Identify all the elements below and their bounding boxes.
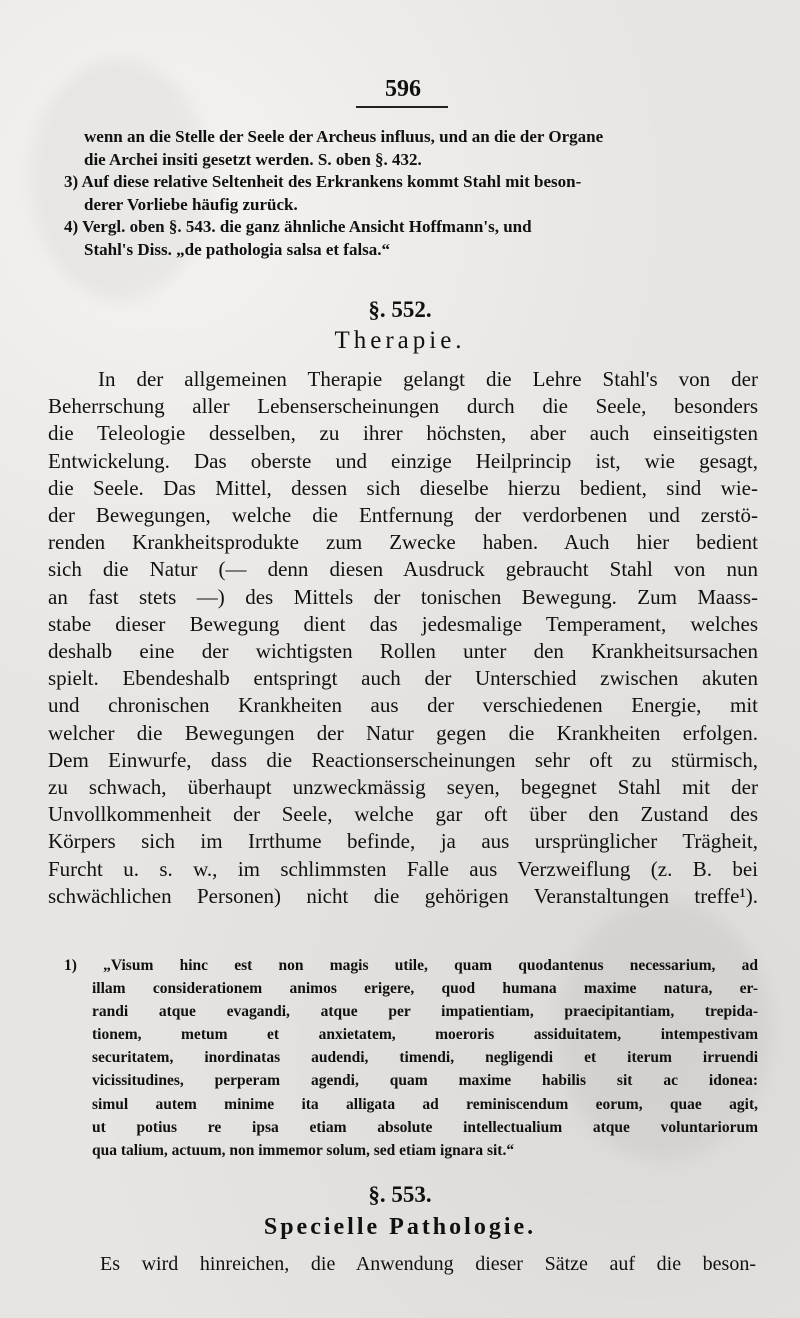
paragraph-line: Beherrschung aller Lebenserscheinungen durch die Seele, besonders — [48, 394, 758, 419]
paragraph-line: Furcht u. s. w., im schlimmsten Falle aus Verzweiflung (z. B. bei — [48, 856, 758, 881]
paragraph-line: Körpers sich im Irrthume befinde, ja aus ursprünglicher Trägheit, — [48, 829, 758, 854]
footnote-line: qua talium, actuum, non immemor solum, sed etiam ignara sit.“ — [92, 1141, 515, 1159]
footnote-line: 4) Vergl. oben §. 543. die ganz ähnliche Ansicht Hoffmann's, und — [64, 217, 532, 236]
paragraph-line: sich die Natur (— denn diesen Ausdruck gebraucht Stahl von nun — [48, 557, 758, 582]
paragraph-line: die Teleologie desselben, zu ihrer höchsten, aber auch einseitigsten — [48, 421, 758, 446]
footnote-line: simul autem minime ita alligata ad reminiscendum eorum, quae agit, — [92, 1095, 758, 1113]
paragraph-line: an fast stets —) des Mittels der tonischen Bewegung. Zum Maass- — [48, 584, 758, 609]
section-number-553: §. 553. — [368, 1182, 432, 1207]
paragraph-line: spielt. Ebendeshalb entspringt auch der Unterschied zwischen akuten — [48, 666, 758, 691]
footnote-line: 1) „Visum hinc est non magis utile, quam quodantenus necessarium, ad — [64, 957, 758, 974]
page-number-rule — [356, 106, 448, 108]
footnote-line: securitatem, inordinatas audendi, timendi, negligendi et iterum irruendi — [92, 1049, 758, 1067]
paragraph-line: welcher die Bewegungen der Natur gegen die Krankheiten erfolgen. — [48, 720, 758, 745]
paragraph-line: schwächlichen Personen) nicht die gehörigen Veranstaltungen treffe¹). — [48, 883, 758, 908]
paragraph-line: Unvollkommenheit der Seele, welche gar oft über den Zustand des — [48, 802, 758, 827]
footnote-line: tionem, metum et anxietatem, moeroris assiduitatem, intempestivam — [92, 1026, 758, 1044]
paragraph-line: zu schwach, überhaupt unzweckmässig seyen, begegnet Stahl mit der — [48, 775, 758, 800]
main-paragraph — [48, 366, 758, 910]
paragraph-line: In der allgemeinen Therapie gelangt die Lehre Stahl's von der — [98, 367, 758, 391]
footnote-line: randi atque evagandi, atque per impatientiam, praecipitantiam, trepida- — [92, 1003, 758, 1021]
footnote-line: ut potius re ipsa etiam absolute intellectualium atque voluntariorum — [92, 1118, 758, 1136]
paragraph-line: die Seele. Das Mittel, dessen sich dieselbe hierzu bedient, sind wie- — [48, 475, 758, 500]
footnote-line: wenn an die Stelle der Seele der Archeus influus, und an die der Organe — [84, 127, 604, 146]
section-title-specielle-pathologie: Specielle Pathologie. — [263, 1214, 537, 1240]
paragraph-line: und chronischen Krankheiten aus der verschiedenen Energie, mit — [48, 693, 758, 718]
section-number-552: §. 552. — [368, 297, 432, 322]
footnote-line: derer Vorliebe häufig zurück. — [84, 194, 298, 214]
footnote-line: Stahl's Diss. „de pathologia salsa et falsa.“ — [84, 239, 391, 259]
paragraph-line: deshalb eine der wichtigsten Rollen unter den Krankheitsursachen — [48, 639, 758, 664]
latin-footnote — [64, 954, 758, 1162]
paragraph-line: der Bewegungen, welche die Entfernung der verdorbenen und zerstö- — [48, 503, 758, 528]
continuation-line: Es wird hinreichen, die Anwendung dieser Sätze auf die beson- — [100, 1253, 756, 1275]
paragraph-line: Dem Einwurfe, dass die Reactionserscheinungen sehr oft zu stürmisch, — [48, 747, 758, 772]
footnote-line: illam considerationem animos erigere, quod humana maxime natura, er- — [92, 980, 758, 998]
footnote-line: die Archei insiti gesetzt werden. S. oben §. 432. — [84, 149, 422, 169]
footnote-line: 3) Auf diese relative Seltenheit des Erkrankens kommt Stahl mit beson- — [64, 172, 582, 191]
top-footnotes — [64, 126, 754, 261]
paragraph-line: Entwickelung. Das oberste und einzige Heilprincip ist, wie gesagt, — [48, 448, 758, 473]
paragraph-line: stabe dieser Bewegung dient das jedesmalige Temperament, welches — [48, 611, 758, 636]
paragraph-line: renden Krankheitsprodukte zum Zwecke haben. Auch hier bedient — [48, 530, 758, 555]
section-title-therapie: Therapie. — [334, 327, 466, 354]
footnote-line: vicissitudines, perperam agendi, quam maxime habilis sit ac idonea: — [92, 1072, 758, 1090]
page-number: 596 — [385, 76, 421, 102]
